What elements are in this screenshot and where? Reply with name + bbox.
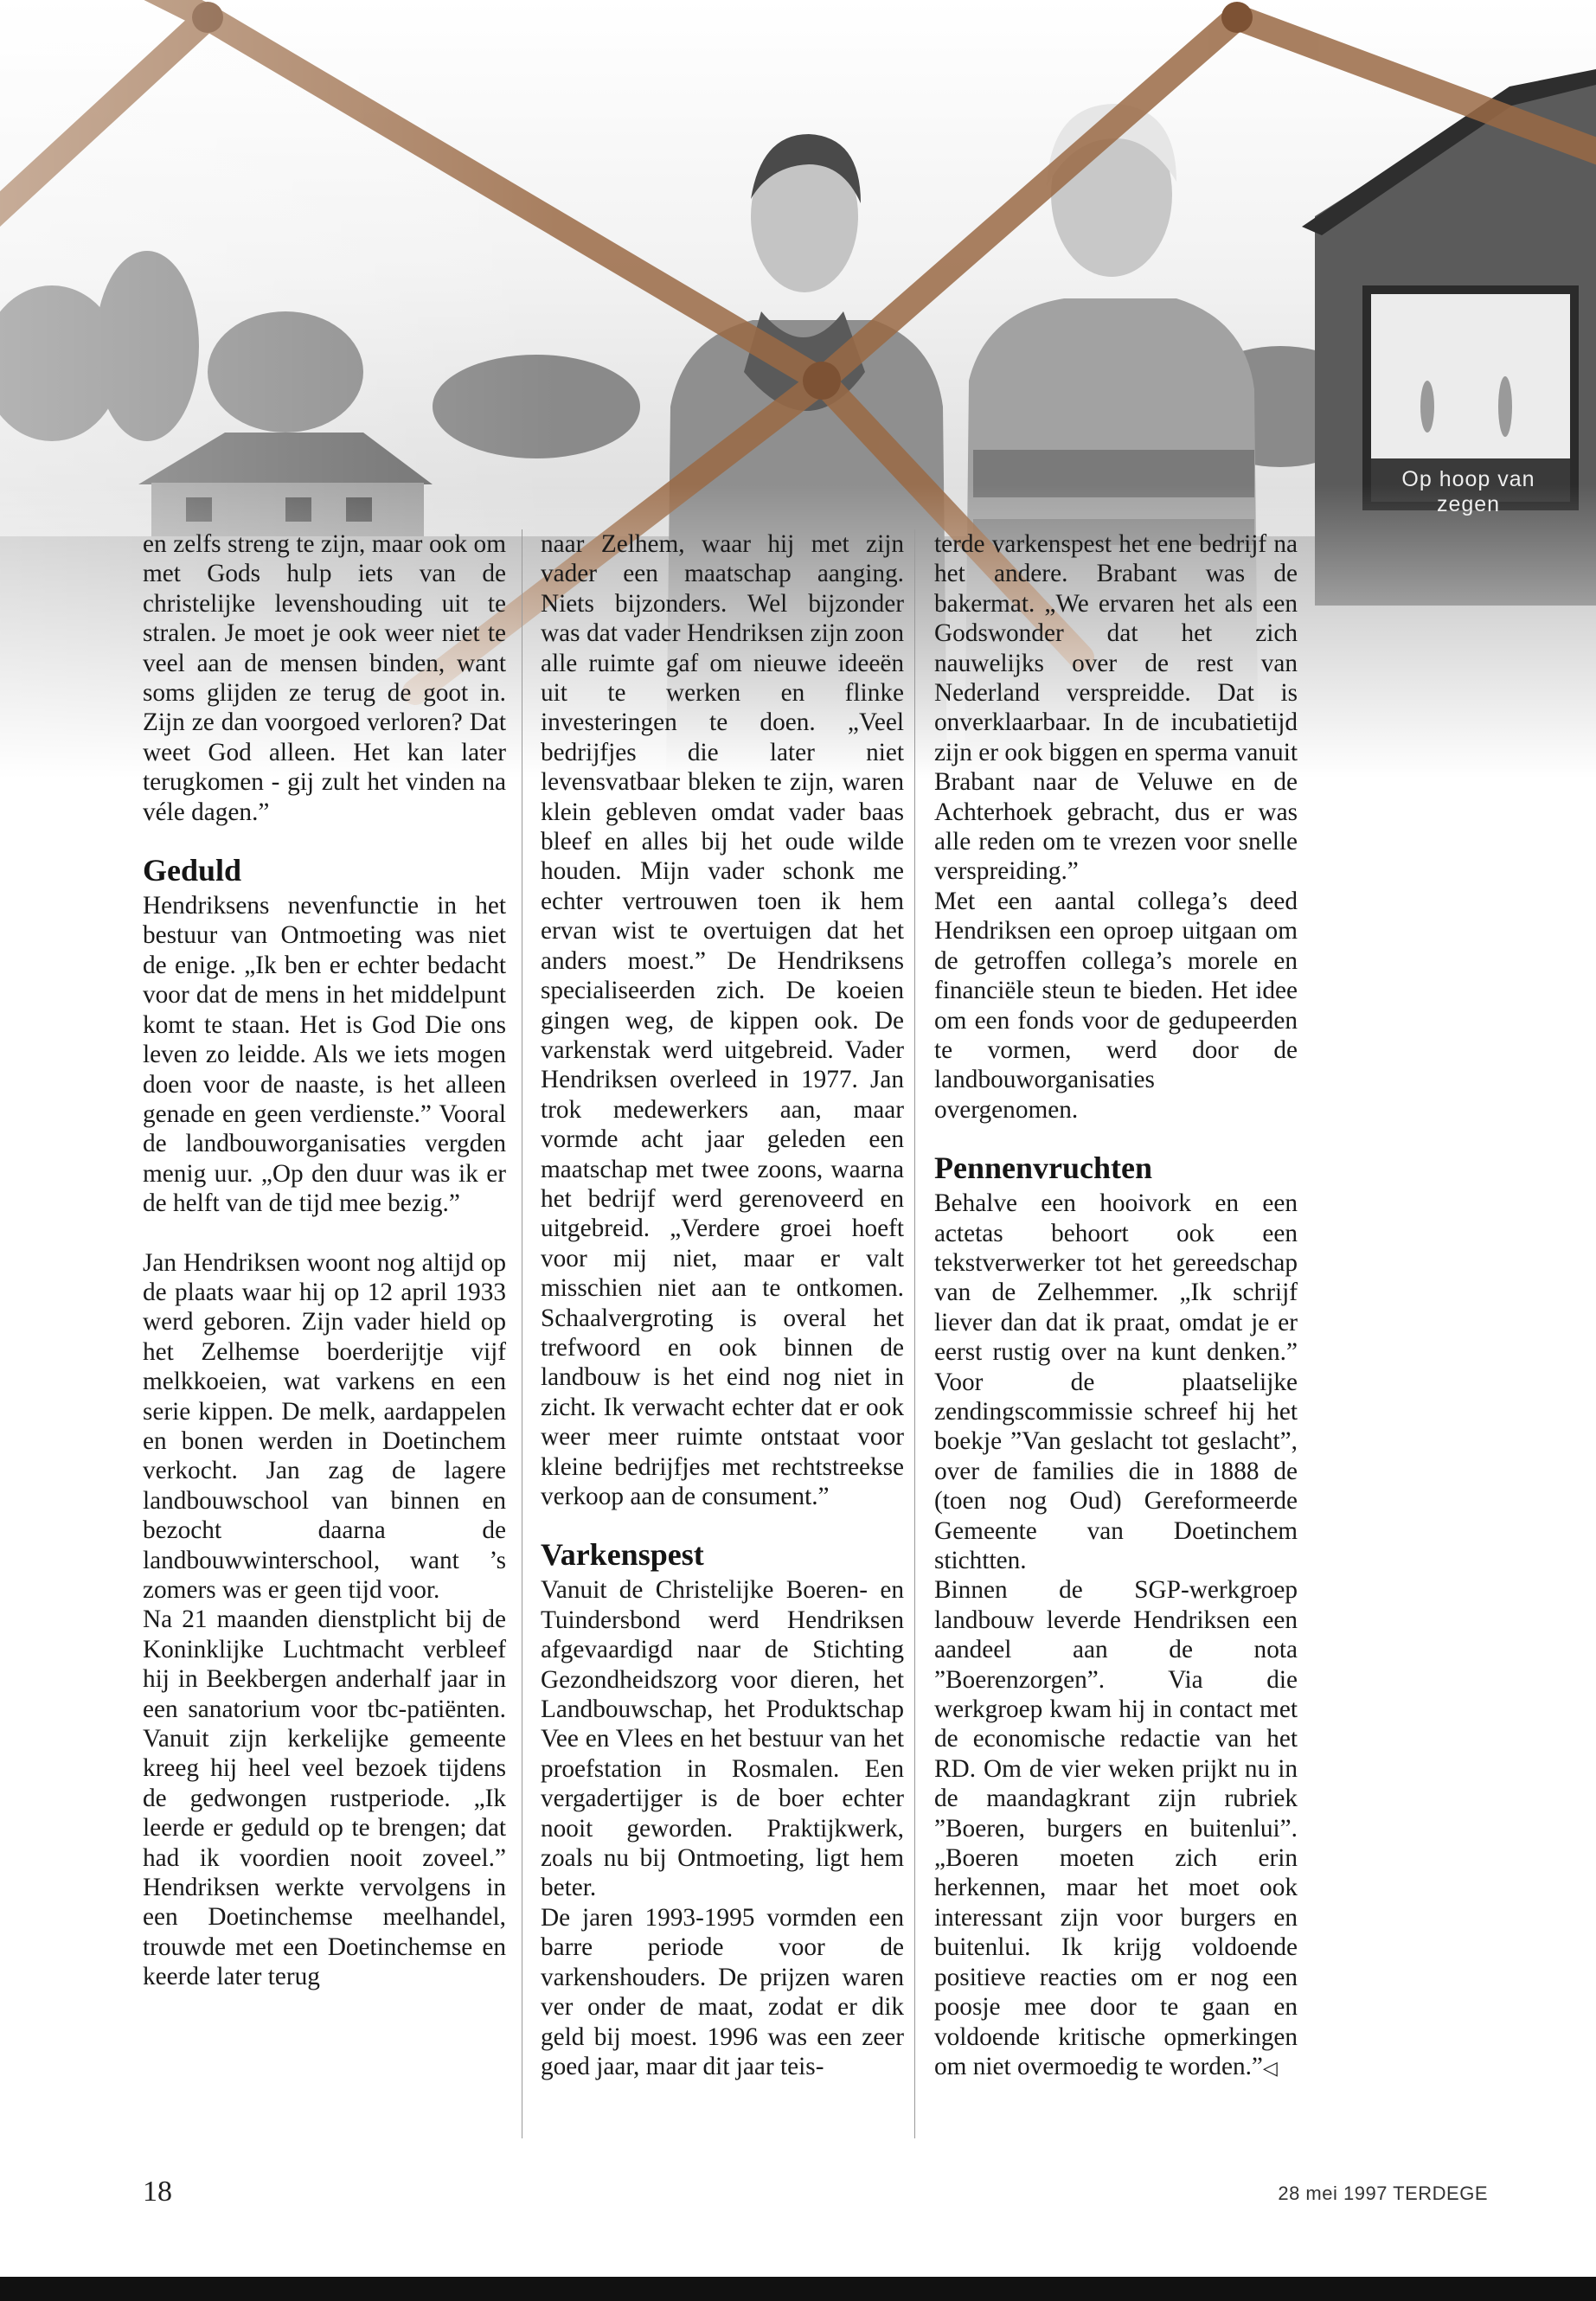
paragraph: Na 21 maanden dienstplicht bij de Koninklijke Luchtmacht verbleef hij in Beekbergen anderhalf jaar in een sanatorium voor tbc-patiënten. Vanuit zijn kerkelijke gemeente kreeg hij heel veel bezoek tijdens de gedwongen rustperiode. „Ik leerde er geduld op te brengen; dat had ik voordien nooit zoveel.” Hendriksen werkte vervolgens in een Doetinchemse meelhandel, trouwde met een Doetinchemse en keerde later terug <box>143 1606 506 1991</box>
scan-border <box>0 2277 1596 2301</box>
paragraph: naar Zelhem, waar hij met zijn vader een maatschap aanging. Niets bijzonders. Wel bijzonder was dat vader Hendriksen zijn zoon alle ruimte gaf om nieuwe ideeën uit te werken en flinke investeringen te doen. „Veel bedrijfjes die later niet levensvatbaar bleken te zijn, waren klein gebleven omdat vader baas bleef en alles bij het oude wilde houden. Mijn vader schonk me echter vertrouwen toen ik hem ervan wist te overtuigen dat het anders moest.” De Hendriksens specialiseerden zich. De koeien gingen weg, de kippen ook. De varkenstak werd uitgebreid. Vader Hendriksen overleed in 1977. Jan trok medewerkers aan, maar vormde acht jaar geleden een maatschap met twee zoons, waarna het bedrijf werd gerenoveerd en uitgebreid. „Verdere groei hoeft voor mij niet, maar er valt misschien niet aan te ontkomen. Schaalvergroting is overal het trefwoord en ook binnen de landbouw is het eind nog niet in zicht. Ik verwacht echter dat er ook weer meer ruimte ontstaat voor kleine bedrijfjes met rechtstreekse verkoop aan de consument.” <box>541 530 904 1510</box>
text-column-3 <box>934 529 1298 2083</box>
sign-caption: Op hoop van zegen <box>1401 467 1535 516</box>
subheading-geduld: Geduld <box>143 853 242 888</box>
paragraph: terde varkenspest het ene bedrijf na het andere. Brabant was de bakermat. „We ervaren het als een Godswonder dat het zich nauwelijks over de rest van Nederland verspreidde. Dat is onverklaarbaar. In de incubatietijd zijn er ook biggen en sperma vanuit Brabant naar de Veluwe en de Achterhoek gebracht, dus er was alle reden om te vrezen voor snelle verspreiding.” <box>934 530 1298 886</box>
paragraph: De jaren 1993-1995 vormden een barre periode voor de varkenshouders. De prijzen waren ver onder de maat, zodat er dik geld bij moest. 1996 was een zeer goed jaar, maar dit jaar teis- <box>541 1903 904 2080</box>
end-of-article-icon: ◁ <box>1262 2056 1278 2079</box>
paragraph-text: Binnen de SGP-werkgroep landbouw leverde Hendriksen een aandeel aan de nota ”Boerenzorgen”. Via die werkgroep kwam hij in contact met de economische redactie van het RD. Om de vier weken prijkt nu in de maandagkrant zijn rubriek ”Boeren, burgers en buitenlui”. „Boeren moeten zich erin herkennen, maar het moet ook interessant zijn voor burgers en buitenlui. Ik krijg voldoende positieve reacties om er nog een poosje mee door te gaan en voldoende kritische opmerkingen om niet overmoedig te worden.” <box>934 1576 1298 2080</box>
page-number: 18 <box>143 2176 172 2208</box>
paragraph: Vanuit de Christelijke Boeren- en Tuindersbond werd Hendriksen afgevaardigd naar de Stichting Gezondheidszorg voor dieren, het Landbouwschap, het Produktschap Vee en Vlees en het bestuur van het proefstation in Rosmalen. Een vergadertijger is de boer echter nooit geworden. Praktijkwerk, zoals nu bij Ontmoeting, ligt hem beter. <box>541 1576 904 1902</box>
paragraph: Met een aantal collega’s deed Hendriksen een oproep uitgaan om de getroffen collega’s morele en financiële steun te bieden. Het idee om een fonds voor de gedupeerden te vormen, werd door de landbouworganisaties overgenomen. <box>934 887 1298 1124</box>
issue-dateline: 28 mei 1997 TERDEGE <box>1278 2182 1488 2204</box>
text-column-2 <box>541 529 904 2081</box>
paragraph: Jan Hendriksen woont nog altijd op de plaats waar hij op 12 april 1933 werd geboren. Zijn vader hield op het Zelhemse boerderijtje vijf melkkoeien, wat varkens en een serie kippen. De melk, aardappelen en bonen werden in Doetinchem verkocht. Jan zag de lagere landbouwschool van binnen en bezocht daarna de landbouwwinterschool, want ’s zomers was er geen tijd voor. <box>143 1248 506 1604</box>
column-rule-2 <box>914 529 915 2138</box>
subheading-pennenvruchten: Pennenvruchten <box>934 1150 1152 1186</box>
paragraph: en zelfs streng te zijn, maar ook om met Gods hulp iets van de christelijke levenshouding uit te stralen. Je moet je ook weer niet te veel aan de mensen binden, want soms glijden ze terug de goot in. Zijn ze dan voorgoed verloren? Dat weet God alleen. Het kan later terugkomen - gij zult het vinden na véle dagen.” <box>143 530 506 826</box>
subheading-varkenspest: Varkenspest <box>541 1537 704 1573</box>
paragraph <box>934 1575 1298 2083</box>
text-column-1 <box>143 529 506 1992</box>
paragraph: Behalve een hooivork en een actetas behoort ook een tekstverwerker tot het gereedschap van de Zelhemmer. „Ik schrijf liever dan dat ik praat, omdat je er eerst rustig over na kunt denken.” Voor de plaatselijke zendingscommissie schreef hij het boekje ”Van geslacht tot geslacht”, over de families die in 1888 de (toen nog Oud) Gereformeerde Gemeente van Doetinchem stichtten. <box>934 1189 1298 1574</box>
paragraph: Hendriksens nevenfunctie in het bestuur van Ontmoeting was niet de enige. „Ik ben er echter bedacht voor dat de mens in het middelpunt komt te staan. Het is God Die ons leven zo leidde. Als we iets mogen doen voor de naaste, is het alleen genade en geen verdienste.” Vooral de landbouworganisaties vergden menig uur. „Op den duur was ik er de helft van de tijd mee bezig.” <box>143 892 506 1218</box>
